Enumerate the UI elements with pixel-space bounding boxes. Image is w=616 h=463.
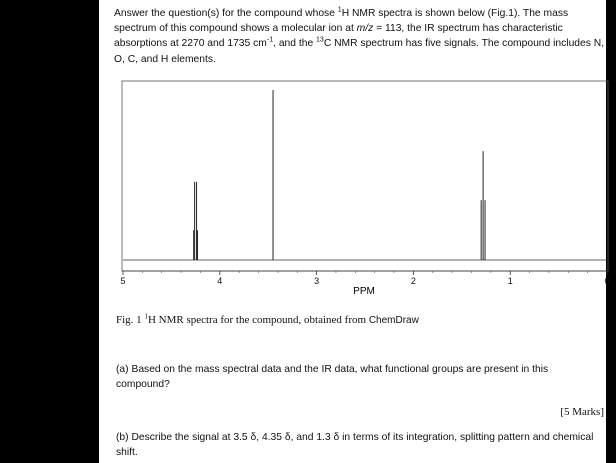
nmr-spectrum-chart xyxy=(104,78,614,303)
x-tick-label: 2 xyxy=(410,276,416,286)
question-a: (a) Based on the mass spectral data and the IR data, what functional groups are present in this compound? xyxy=(116,364,549,391)
figure-caption: Fig. 1 $^1$H NMR spectra for the compound, obtained from ChemDraw xyxy=(116,312,419,326)
x-axis xyxy=(120,260,609,286)
x-tick-label: 4 xyxy=(217,276,223,286)
marks-label: [5 Marks] xyxy=(560,406,604,418)
x-tick-label: 0 xyxy=(604,276,610,286)
x-tick-label: 5 xyxy=(120,276,126,286)
left-black-bar xyxy=(0,0,99,463)
x-tick-label: 3 xyxy=(314,276,320,286)
question-b: (b) Describe the signal at 3.5 δ, 4.35 δ, and 1.3 δ in terms of its integration, splitting pattern and chemical shift. xyxy=(116,432,594,459)
x-axis-label: PPM xyxy=(353,286,375,297)
question-intro: Answer the question(s) for the compound whose $^1$H NMR spectra is shown below (Fig.1). The mass spectrum of this compound shows a molecular ion at m/z = 113, the IR spectrum has characteristic absorptions at 2270 and 1735 $cm^{-1}$, and the $^{13}$C NMR spectrum has five signals. The compound includes N, O, C, and H elements. xyxy=(114,6,605,65)
x-tick-label: 1 xyxy=(507,276,513,286)
peak-lines xyxy=(194,90,485,260)
